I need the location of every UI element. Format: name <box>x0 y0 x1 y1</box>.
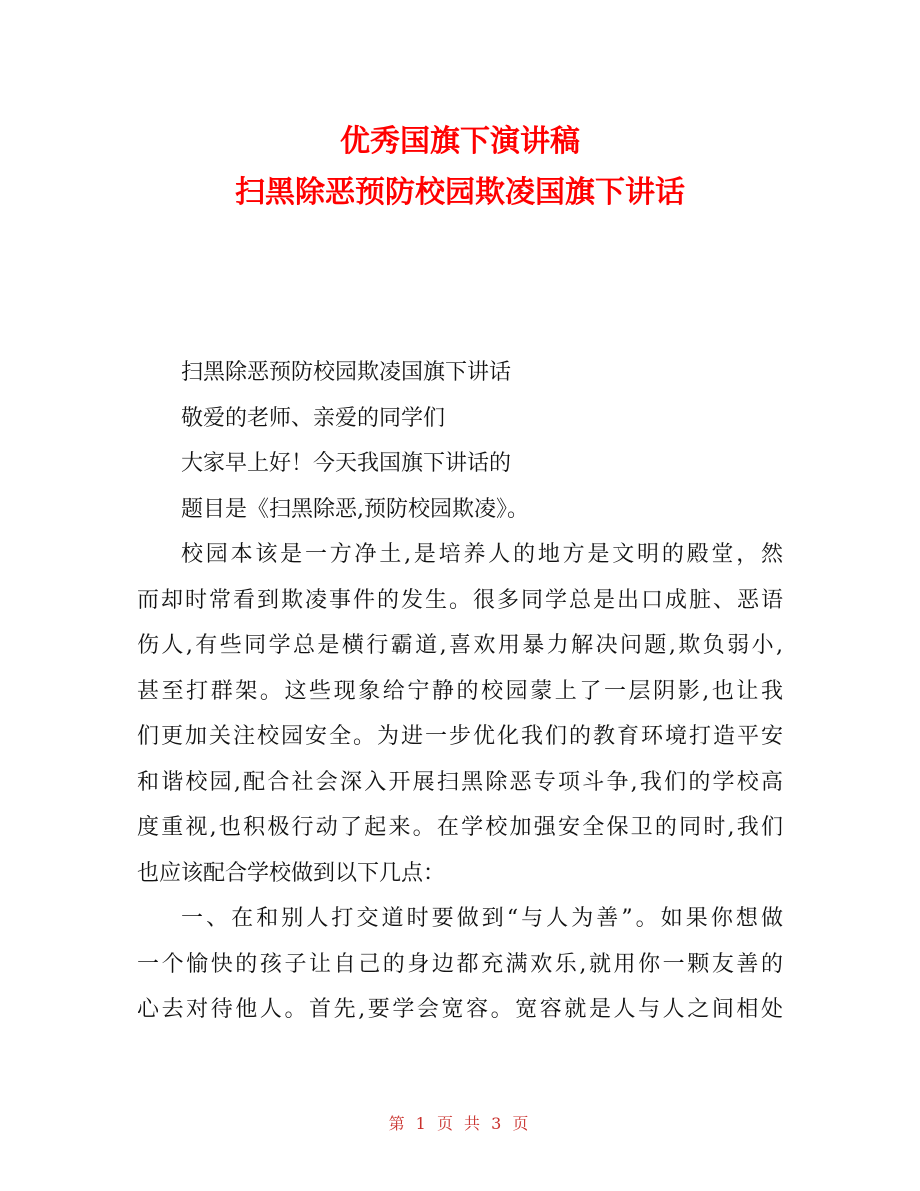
body-line: 敬爱的老师、亲爱的同学们 <box>181 405 446 431</box>
body-line: 伤人,有些同学总是横行霸道,喜欢用暴力解决问题,欺负弱小, <box>137 633 783 658</box>
body-line: 度重视,也积极行动了起来。在学校加强安全保卫的同时,我们 <box>137 815 783 840</box>
body-line: 甚至打群架。这些现象给宁静的校园蒙上了一层阴影,也让我 <box>137 678 783 704</box>
body-line: 也应该配合学校做到以下几点： <box>137 860 446 886</box>
body-line: 们更加关注校园安全。为进一步优化我们的教育环境打造平安 <box>137 724 783 749</box>
body-line: 一个愉快的孩子让自己的身边都充满欢乐,就用你一颗友善的 <box>137 951 783 977</box>
body-line: 题目是《扫黑除恶,预防校园欺凌》。 <box>181 496 529 522</box>
title-line-2: 扫黑除恶预防校园欺凌国旗下讲话 <box>235 175 685 210</box>
document-title <box>0 116 920 218</box>
body-line: 扫黑除恶预防校园欺凌国旗下讲话 <box>181 360 512 385</box>
body-line: 和谐校园,配合社会深入开展扫黑除恶专项斗争,我们的学校高 <box>137 769 783 795</box>
body-line: 一、在和别人打交道时要做到“与人为善”。如果你想做 <box>181 906 783 931</box>
document-body <box>137 350 783 1033</box>
body-line: 校园本该是一方净土,是培养人的地方是文明的殿堂，然 <box>181 542 783 567</box>
page-number-footer: 第 1 页 共 3 页 <box>388 1114 532 1133</box>
title-line-1: 优秀国旗下演讲稿 <box>340 124 580 159</box>
body-line: 而却时常看到欺凌事件的发生。很多同学总是出口成脏、恶语 <box>137 587 783 613</box>
body-line: 大家早上好！今天我国旗下讲话的 <box>181 451 512 476</box>
body-line: 心去对待他人。首先,要学会宽容。宽容就是人与人之间相处 <box>137 997 783 1022</box>
